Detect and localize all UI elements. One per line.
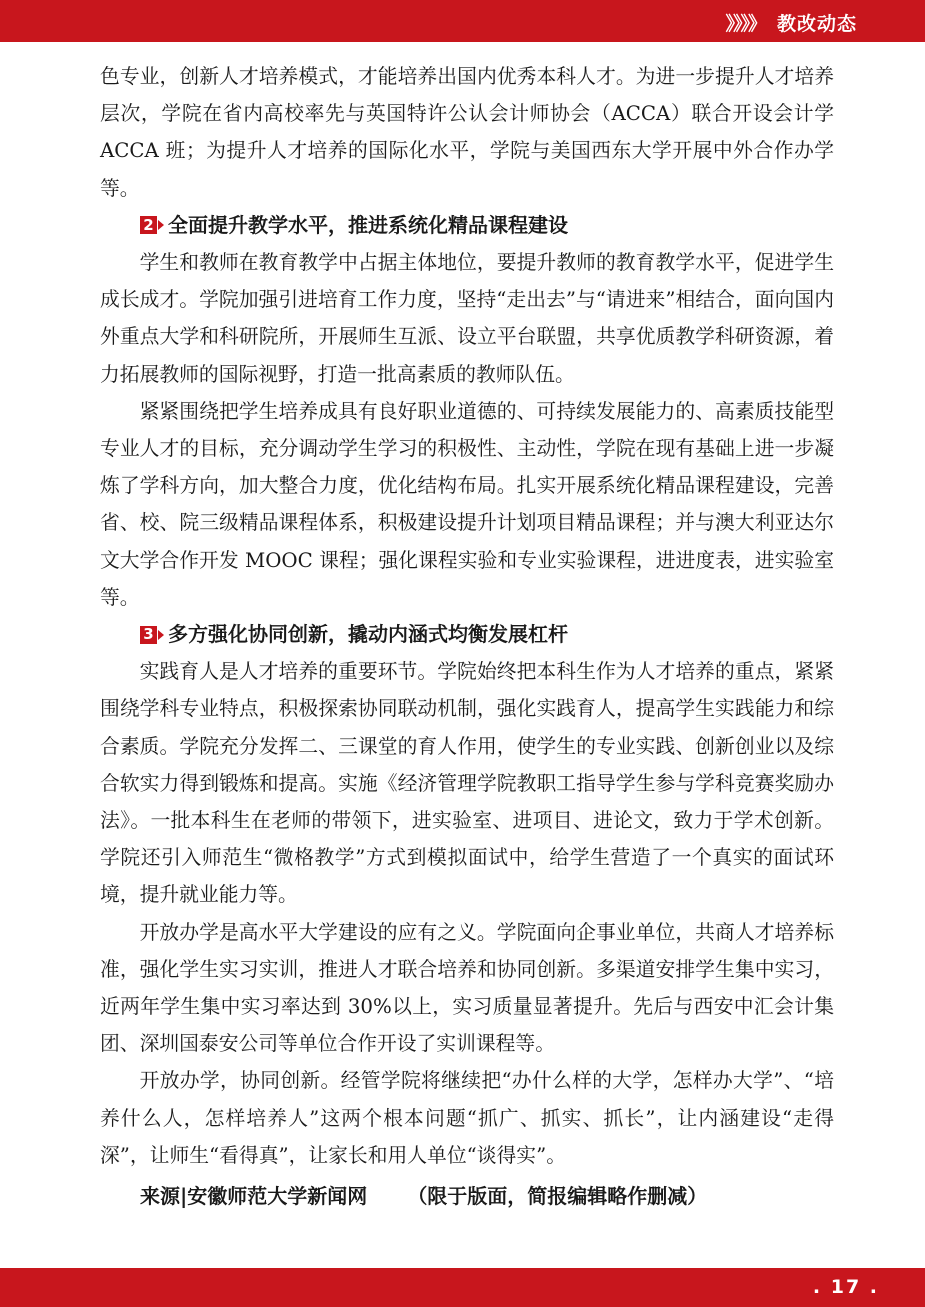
- paragraph: 开放办学是高水平大学建设的应有之义。学院面向企事业单位，共商人才培养标准，强化学生实习实训，推进人才联合培养和协同创新。多渠道安排学生集中实习，近两年学生集中实习率达到 30%以上，实习质量显著提升。先后与西安中汇会计集团、深圳国泰安公司等单位合作开设了实训课程等。: [100, 920, 834, 1056]
- header-bar: [0, 0, 925, 42]
- number-badge: 3: [140, 626, 157, 644]
- intro-paragraph: 色专业，创新人才培养模式，才能培养出国内优秀本科人才。为进一步提升人才培养层次，学院在省内高校率先与英国特许公认会计师协会（ACCA）联合开设会计学 ACCA 班；为提升人才培养的国际化水平，学院与美国西东大学开展中外合作办学等。: [100, 65, 834, 200]
- arrow-right-icon: [158, 630, 164, 640]
- paragraph: 紧紧围绕把学生培养成具有良好职业道德的、可持续发展能力的、高素质技能型专业人才的目标，充分调动学生学习的积极性、主动性，学院在现有基础上进一步凝炼了学科方向，加大整合力度，优化结构布局。扎实开展系统化精品课程建设，完善省、校、院三级精品课程体系，积极建设提升计划项目精品课程；并与澳大利亚达尔文大学合作开发 MOOC 课程；强化课程实验和专业实验课程，进进度表，进实验室等。: [100, 399, 834, 609]
- source-line: [140, 1178, 834, 1215]
- section-heading-2: [140, 207, 834, 244]
- source-note: （限于版面，简报编辑略作删减）: [407, 1184, 708, 1209]
- heading-text: 多方强化协同创新，撬动内涵式均衡发展杠杆: [168, 622, 568, 647]
- paragraph: 实践育人是人才培养的重要环节。学院始终把本科生作为人才培养的重点，紧紧围绕学科专业特点，积极探索协同联动机制，强化实践育人，提高学生实践能力和综合素质。学院充分发挥二、三课堂的育人作用，使学生的专业实践、创新创业以及综合软实力得到锻炼和提高。实施《经济管理学院教职工指导学生参与学科竞赛奖励办法》。一批本科生在老师的带领下，进实验室、进项目、进论文，致力于学术创新。学院还引入师范生“微格教学”方式到模拟面试中，给学生营造了一个真实的面试环境，提升就业能力等。: [100, 660, 834, 907]
- footer-bar: [0, 1268, 925, 1307]
- arrow-right-icon: [158, 220, 164, 230]
- number-badge: 2: [140, 216, 157, 234]
- article-body: [100, 58, 834, 1215]
- chevron-right-icon: 》》》》: [725, 13, 765, 35]
- heading-text: 全面提升教学水平，推进系统化精品课程建设: [168, 212, 568, 237]
- page-number: . 17 .: [812, 1276, 879, 1298]
- section-title: 教改动态: [776, 13, 857, 35]
- source-label: 来源|安徽师范大学新闻网: [140, 1184, 368, 1209]
- paragraph: 开放办学，协同创新。经管学院将继续把“办什么样的大学，怎样办大学”、“培养什么人，怎样培养人”这两个根本问题“抓广、抓实、抓长”，让内涵建设“走得深”，让师生“看得真”，让家长和用人单位“谈得实”。: [100, 1069, 834, 1167]
- paragraph: 学生和教师在教育教学中占据主体地位，要提升教师的教育教学水平，促进学生成长成才。学院加强引进培育工作力度，坚持“走出去”与“请进来”相结合，面向国内外重点大学和科研院所，开展师生互派、设立平台联盟，共享优质教学科研资源，着力拓展教师的国际视野，打造一批高素质的教师队伍。: [100, 251, 834, 386]
- section-heading-3: [140, 616, 834, 653]
